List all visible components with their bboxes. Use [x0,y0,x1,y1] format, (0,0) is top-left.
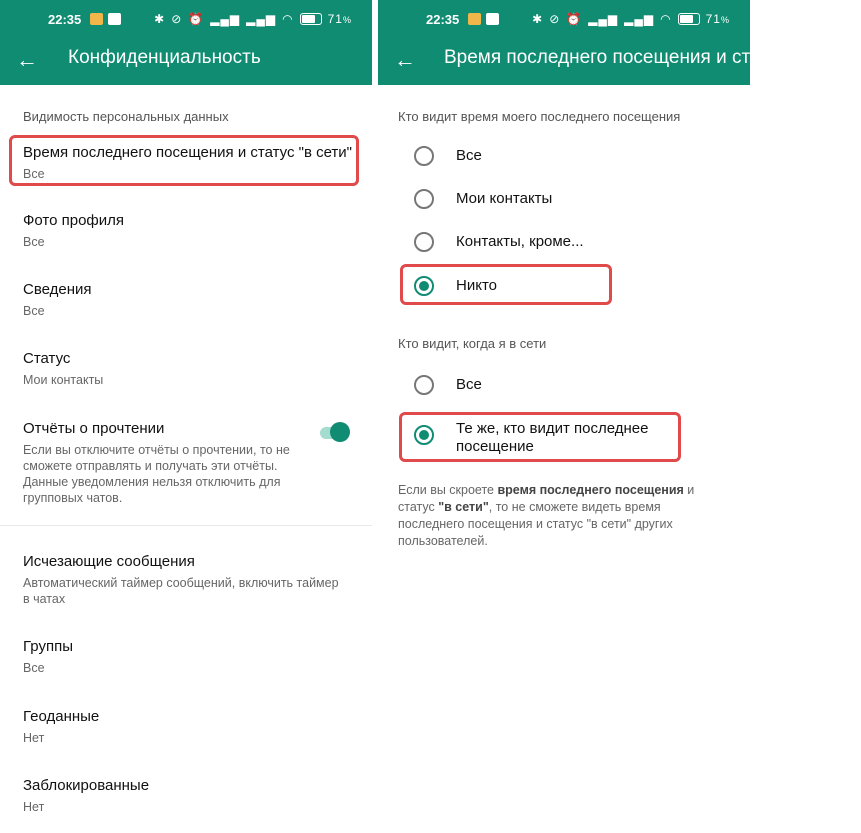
radio-label: Контакты, кроме... [456,233,584,250]
signal-icon: ▂▄▆ [624,12,655,26]
radio-label: Все [456,147,482,164]
signal-icon: ▂▄▆ [210,12,241,26]
disappearing-messages-item[interactable] [0,553,372,606]
item-value: Мои контакты [23,373,104,387]
note-bold: время последнего посещения [497,483,684,497]
location-item[interactable] [0,708,372,748]
email-notification-icon [468,13,481,25]
note-bold: "в сети" [438,500,489,514]
back-arrow-icon[interactable]: ← [394,47,416,72]
radio-option-my-contacts[interactable] [378,184,750,214]
wifi-icon: ◠ [660,12,672,26]
gmail-notification-icon [486,13,499,25]
back-arrow-icon[interactable]: ← [16,47,38,72]
bluetooth-icon: ✱ [532,12,544,26]
status-icons [532,12,730,26]
note-text: и статус [398,483,695,514]
page-title: Конфиденциальность [68,47,261,68]
top-bar [0,0,372,85]
about-item[interactable] [0,281,372,321]
page-title: Время последнего посещения и статус "в сети" [444,47,861,68]
item-title: Сведения [23,281,92,298]
status-bar [378,0,750,40]
item-title: Фото профиля [23,212,125,229]
alarm-off-icon: ⊘ [171,12,183,26]
note-text: Если вы скроете [398,483,498,497]
divider [0,525,372,526]
top-bar [378,0,861,85]
item-title: Отчёты о прочтении [23,420,165,437]
item-value: Все [23,304,45,318]
item-title: Статус [23,350,71,367]
gmail-notification-icon [108,13,121,25]
read-receipts-item[interactable] [0,420,372,510]
radio-option-contacts-except[interactable] [378,227,750,257]
radio-label: Все [456,376,482,393]
highlight-frame [400,264,612,305]
radio-button[interactable] [414,375,434,395]
bluetooth-icon: ✱ [154,12,166,26]
radio-label: Те же, кто видит последнее посещение [456,420,649,455]
online-option-everyone[interactable] [378,370,750,400]
item-value: Все [23,661,45,675]
radio-label: Никто [456,277,497,294]
radio-button[interactable] [414,146,434,166]
item-value: Все [23,235,45,249]
groups-item[interactable] [0,638,372,678]
battery-unit: % [342,15,352,25]
read-receipts-toggle[interactable] [318,422,350,442]
radio-button[interactable] [414,189,434,209]
item-value: Нет [23,800,45,814]
battery-icon [300,13,322,25]
highlight-frame [9,135,359,186]
app-bar [378,40,861,85]
item-title: Исчезающие сообщения [23,553,195,570]
item-value: Автоматический таймер сообщений, включить таймер в чатах [23,576,339,606]
status-icons [154,12,352,26]
alarm-off-icon: ⊘ [549,12,561,26]
section-header: Видимость персональных данных [23,109,229,124]
wifi-icon: ◠ [282,12,294,26]
status-time: 22:35 [426,12,460,27]
item-value: Нет [23,731,45,745]
profile-photo-item[interactable] [0,212,372,252]
item-title: Время последнего посещения и статус "в сети" [23,144,353,161]
app-bar [0,40,372,85]
battery-level: 71 [705,12,721,26]
radio-option-everyone[interactable] [378,141,750,171]
blocked-item[interactable] [0,777,372,817]
item-title: Заблокированные [23,777,150,794]
item-value: Все [23,167,45,181]
item-title: Геоданные [23,708,100,725]
alarm-icon: ⏰ [566,12,583,26]
note-text: , то не сможете видеть время последнего посещения и статус "в сети" других пользователей. [398,500,673,548]
battery-icon [678,13,700,25]
status-bar [0,0,372,40]
email-notification-icon [90,13,103,25]
alarm-icon: ⏰ [188,12,205,26]
signal-icon: ▂▄▆ [246,12,277,26]
battery-unit: % [720,15,730,25]
last-seen-screen [378,0,861,833]
item-value: Если вы отключите отчёты о прочтении, то не сможете отправлять и получать эти отчёты. Данные уведомления нельзя отключить для групповых чатов. [23,443,290,505]
highlight-frame [399,412,681,462]
last-seen-header: Кто видит время моего последнего посещения [398,109,681,124]
radio-label: Мои контакты [456,190,553,207]
status-time: 22:35 [48,12,82,27]
item-title: Группы [23,638,73,655]
toggle-knob [330,422,350,442]
online-header: Кто видит, когда я в сети [398,336,547,351]
status-item[interactable] [0,350,372,390]
signal-icon: ▂▄▆ [588,12,619,26]
info-note [398,482,718,550]
radio-button[interactable] [414,232,434,252]
battery-level: 71 [327,12,343,26]
privacy-screen [0,0,372,833]
